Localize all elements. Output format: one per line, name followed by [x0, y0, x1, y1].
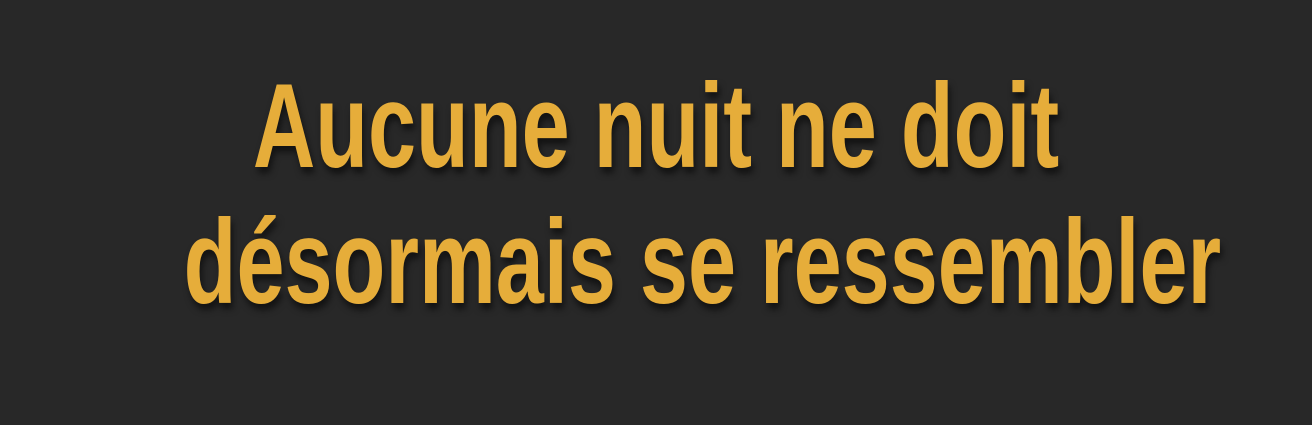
headline-text: [183, 58, 1222, 330]
headline-line-2: désormais se ressembler: [183, 195, 1222, 329]
headline-line-1: Aucune nuit ne doit: [252, 59, 1060, 193]
